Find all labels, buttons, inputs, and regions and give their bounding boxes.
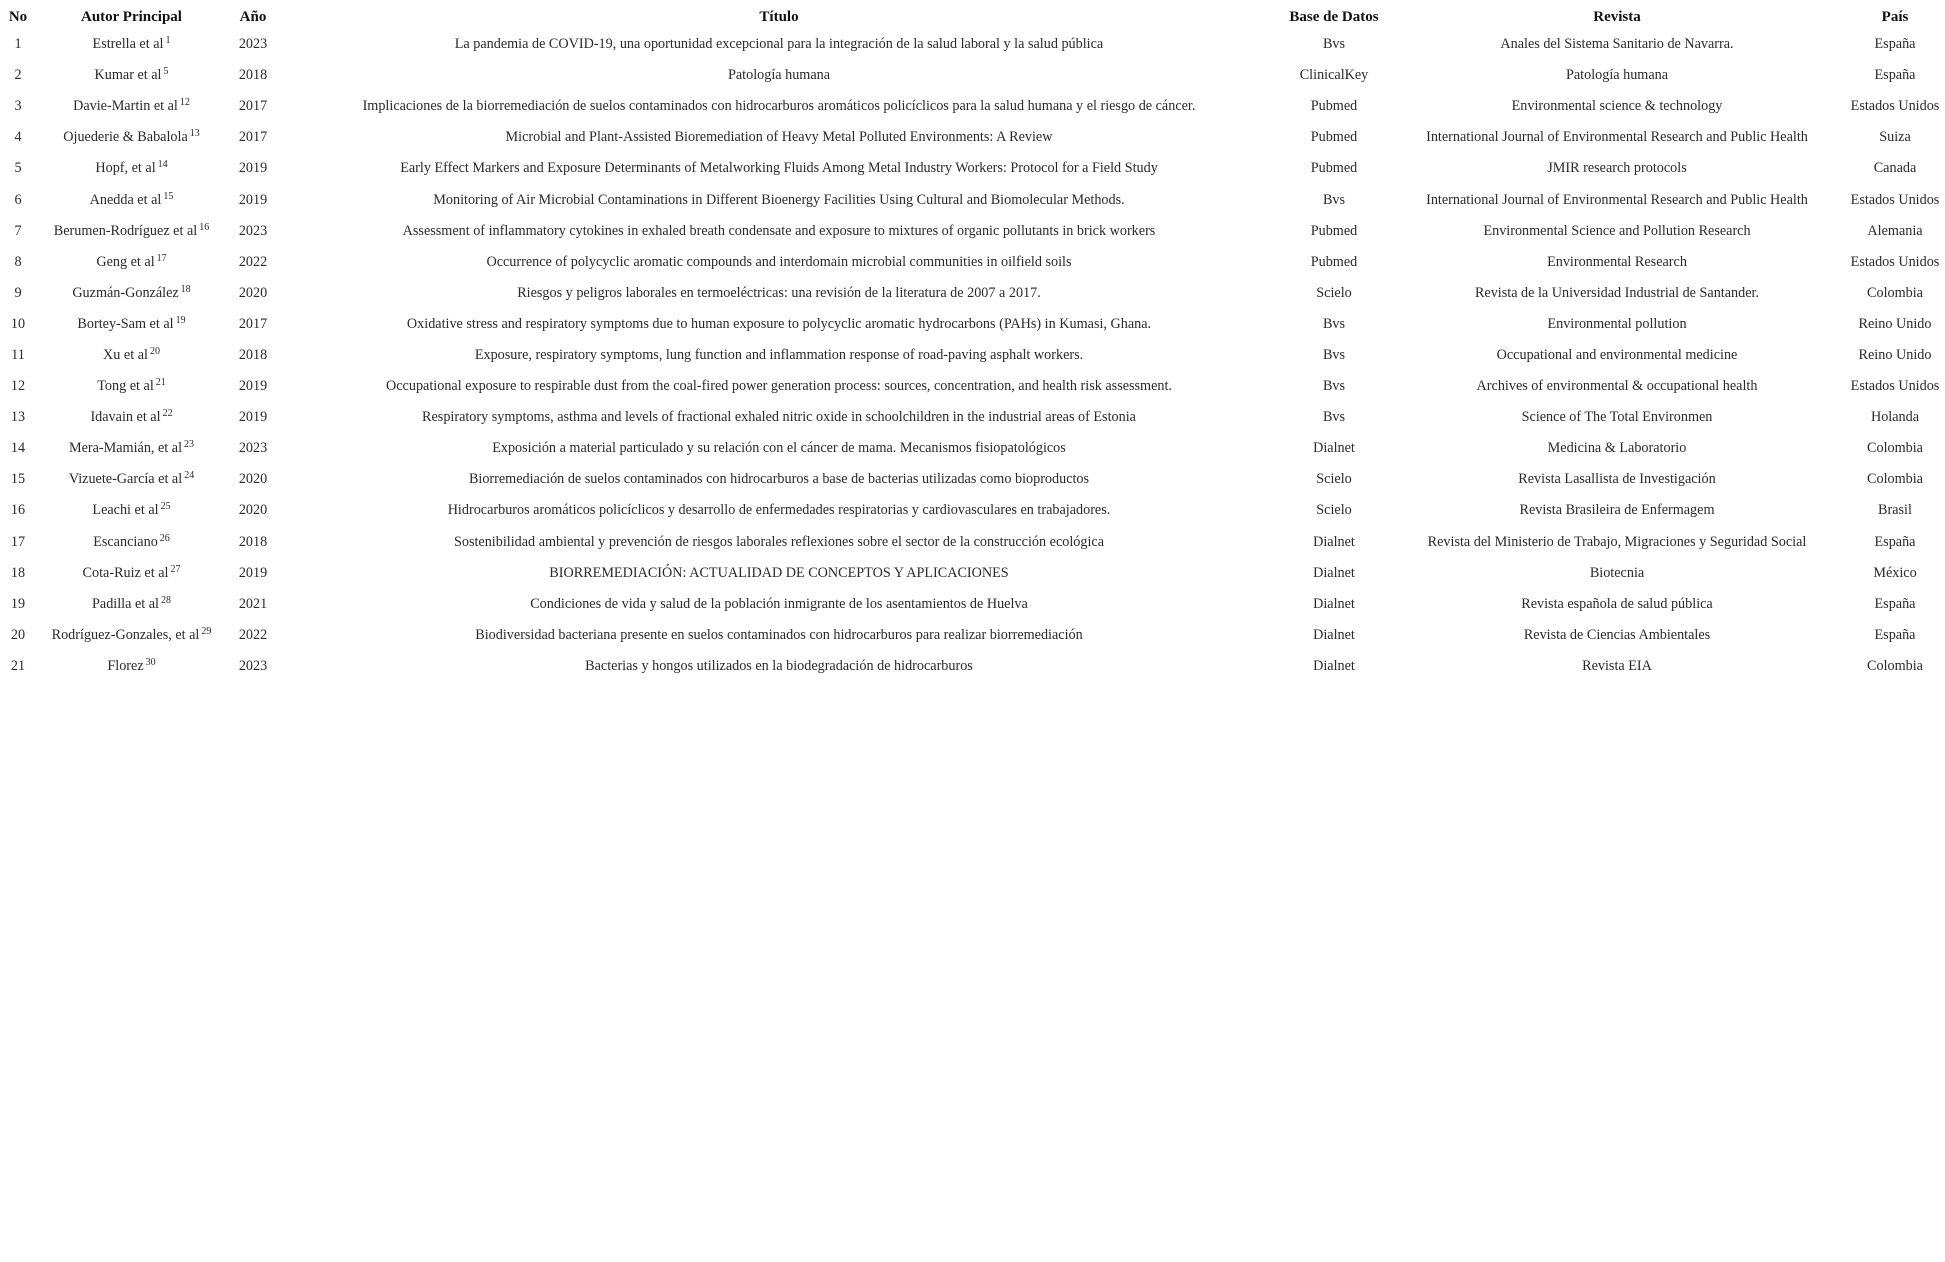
table-row xyxy=(0,558,1945,589)
table-row xyxy=(0,464,1945,495)
header-country: País xyxy=(1881,8,1909,25)
reference-number: 16 xyxy=(199,221,210,233)
table-row xyxy=(0,620,1945,651)
cell-database: Dialnet xyxy=(1313,440,1355,457)
reference-number: 13 xyxy=(189,128,200,140)
header-year: Año xyxy=(239,8,267,25)
reference-number: 21 xyxy=(155,377,166,389)
cell-title: Monitoring of Air Microbial Contaminations in Different Bioenergy Facilities Using Cultural and Biomolecular Methods. xyxy=(433,191,1125,208)
cell-journal: Environmental pollution xyxy=(1547,315,1687,332)
author-name: Kumar et al xyxy=(94,67,162,84)
cell-country: Estados Unidos xyxy=(1850,191,1940,208)
cell-title: Condiciones de vida y salud de la población inmigrante de los asentamientos de Huelva xyxy=(530,595,1028,612)
cell-year: 2022 xyxy=(238,626,268,643)
cell-year: 2019 xyxy=(238,564,268,581)
cell-no: 19 xyxy=(10,595,26,612)
cell-country: Holanda xyxy=(1870,409,1920,426)
cell-author xyxy=(36,620,227,651)
cell-year: 2019 xyxy=(238,378,268,395)
cell-author xyxy=(36,309,227,340)
cell-no: 7 xyxy=(14,222,22,239)
reference-number: 18 xyxy=(180,283,191,295)
cell-journal: Science of The Total Environmen xyxy=(1521,409,1713,426)
table-row xyxy=(0,402,1945,433)
reference-number: 24 xyxy=(184,470,195,482)
table-row xyxy=(0,651,1945,682)
author-name: Geng et al xyxy=(96,253,155,270)
cell-title: Biodiversidad bacteriana presente en suelos contaminados con hidrocarburos para realizar biorremediación xyxy=(475,626,1083,643)
table-row xyxy=(0,184,1945,215)
cell-database: Bvs xyxy=(1322,378,1346,395)
cell-title: Hidrocarburos aromáticos policíclicos y desarrollo de enfermedades respiratorias y cardiovasculares en trabajadores. xyxy=(447,502,1111,519)
cell-title: La pandemia de COVID-19, una oportunidad excepcional para la integración de la salud laboral y la salud pública xyxy=(454,36,1104,53)
cell-journal: Medicina & Laboratorio xyxy=(1547,440,1687,457)
cell-database: ClinicalKey xyxy=(1299,67,1369,84)
cell-country: Reino Unido xyxy=(1858,346,1932,363)
cell-database: Bvs xyxy=(1322,315,1346,332)
author-name: Idavain et al xyxy=(90,409,161,426)
cell-journal: Occupational and environmental medicine xyxy=(1496,346,1738,363)
article-table xyxy=(0,5,1945,682)
author-name: Ojuederie & Babalola xyxy=(63,129,188,146)
cell-no: 14 xyxy=(10,440,26,457)
reference-number: 28 xyxy=(160,594,171,606)
cell-author xyxy=(36,651,227,682)
reference-number: 12 xyxy=(179,97,190,109)
author-name: Florez xyxy=(107,657,144,674)
reference-number: 26 xyxy=(159,532,170,544)
table-row xyxy=(0,29,1945,60)
cell-database: Scielo xyxy=(1316,284,1352,301)
cell-country: España xyxy=(1874,595,1916,612)
cell-no: 15 xyxy=(10,471,26,488)
cell-journal: Environmental science & technology xyxy=(1511,98,1723,115)
cell-year: 2019 xyxy=(238,409,268,426)
header-journal: Revista xyxy=(1593,8,1641,25)
cell-journal: Revista EIA xyxy=(1582,657,1652,674)
cell-title: Occurrence of polycyclic aromatic compounds and interdomain microbial communities in oilfield soils xyxy=(486,253,1072,270)
cell-author xyxy=(36,247,227,278)
table-row xyxy=(0,122,1945,153)
cell-year: 2018 xyxy=(238,533,268,550)
author-name: Padilla et al xyxy=(92,595,159,612)
cell-title: Assessment of inflammatory cytokines in exhaled breath condensate and exposure to mixtures of organic pollutants in brick workers xyxy=(402,222,1156,239)
cell-title: Bacterias y hongos utilizados en la biodegradación de hidrocarburos xyxy=(585,657,973,674)
cell-database: Pubmed xyxy=(1310,129,1358,146)
cell-author xyxy=(36,371,227,402)
cell-journal: Revista Brasileira de Enfermagem xyxy=(1519,502,1715,519)
reference-number: 27 xyxy=(170,563,181,575)
table-row xyxy=(0,278,1945,309)
cell-year: 2018 xyxy=(238,67,268,84)
reference-number: 20 xyxy=(149,345,160,357)
cell-year: 2023 xyxy=(238,440,268,457)
cell-country: Reino Unido xyxy=(1858,315,1932,332)
cell-no: 9 xyxy=(14,284,22,301)
author-name: Cota-Ruiz et al xyxy=(82,564,169,581)
table-row xyxy=(0,153,1945,184)
cell-no: 12 xyxy=(10,378,26,395)
cell-journal: Environmental Science and Pollution Research xyxy=(1483,222,1751,239)
cell-journal: Environmental Research xyxy=(1547,253,1687,270)
reference-number: 14 xyxy=(157,159,168,171)
cell-author xyxy=(36,60,227,91)
cell-year: 2023 xyxy=(238,36,268,53)
table-row xyxy=(0,589,1945,620)
cell-database: Bvs xyxy=(1322,191,1346,208)
cell-database: Pubmed xyxy=(1310,253,1358,270)
author-name: Estrella et al xyxy=(92,36,164,53)
cell-author xyxy=(36,495,227,526)
cell-journal: Archives of environmental & occupational health xyxy=(1476,378,1758,395)
cell-no: 20 xyxy=(10,626,26,643)
author-name: Anedda et al xyxy=(89,191,162,208)
cell-author xyxy=(36,29,227,60)
cell-year: 2020 xyxy=(238,284,268,301)
reference-number: 5 xyxy=(163,66,169,78)
author-name: Guzmán-González xyxy=(72,284,179,301)
cell-database: Bvs xyxy=(1322,409,1346,426)
cell-country: Colombia xyxy=(1867,440,1923,457)
cell-title: Exposure, respiratory symptoms, lung function and inflammation response of road-paving asphalt workers. xyxy=(474,346,1084,363)
cell-year: 2019 xyxy=(238,160,268,177)
cell-no: 17 xyxy=(10,533,26,550)
article-table-container xyxy=(0,5,1945,682)
cell-country: Colombia xyxy=(1867,284,1923,301)
reference-number: 22 xyxy=(162,408,173,420)
cell-no: 2 xyxy=(14,67,22,84)
cell-no: 1 xyxy=(14,36,22,53)
author-name: Bortey-Sam et al xyxy=(77,315,174,332)
cell-database: Pubmed xyxy=(1310,160,1358,177)
table-row xyxy=(0,433,1945,464)
cell-journal: Revista española de salud pública xyxy=(1521,595,1713,612)
reference-number: 1 xyxy=(165,35,171,47)
cell-country: Suiza xyxy=(1879,129,1911,146)
table-row xyxy=(0,216,1945,247)
table-row xyxy=(0,309,1945,340)
cell-no: 13 xyxy=(10,409,26,426)
reference-number: 30 xyxy=(145,656,156,668)
cell-country: Estados Unidos xyxy=(1850,253,1940,270)
cell-title: Riesgos y peligros laborales en termoeléctricas: una revisión de la literatura de 2007 a 2017. xyxy=(517,284,1041,301)
author-name: Mera-Mamián, et al xyxy=(68,440,183,457)
cell-title: Biorremediación de suelos contaminados con hidrocarburos a base de bacterias utilizadas como bioproductos xyxy=(468,471,1090,488)
author-name: Davie-Martin et al xyxy=(73,98,178,115)
cell-journal: International Journal of Environmental Research and Public Health xyxy=(1426,129,1808,146)
cell-title: Microbial and Plant-Assisted Bioremediation of Heavy Metal Polluted Environments: A Review xyxy=(505,129,1053,146)
cell-journal: Biotecnia xyxy=(1589,564,1645,581)
author-name: Leachi et al xyxy=(92,502,159,519)
table-body xyxy=(0,29,1945,682)
cell-year: 2022 xyxy=(238,253,268,270)
cell-country: Estados Unidos xyxy=(1850,98,1940,115)
cell-title: Oxidative stress and respiratory symptoms due to human exposure to polycyclic aromatic hydrocarbons (PAHs) in Kumasi, Ghana. xyxy=(406,315,1152,332)
cell-author xyxy=(36,91,227,122)
table-row xyxy=(0,495,1945,526)
cell-author xyxy=(36,278,227,309)
cell-country: Colombia xyxy=(1867,471,1923,488)
cell-country: Brasil xyxy=(1878,502,1912,519)
reference-number: 15 xyxy=(163,190,174,202)
cell-database: Pubmed xyxy=(1310,98,1358,115)
cell-author xyxy=(36,153,227,184)
cell-country: Colombia xyxy=(1867,657,1923,674)
cell-year: 2023 xyxy=(238,222,268,239)
cell-author xyxy=(36,558,227,589)
cell-country: Canada xyxy=(1873,160,1917,177)
author-name: Rodríguez-Gonzales, et al xyxy=(51,626,200,643)
cell-year: 2019 xyxy=(238,191,268,208)
cell-year: 2017 xyxy=(238,98,268,115)
table-row xyxy=(0,340,1945,371)
cell-no: 16 xyxy=(10,502,26,519)
cell-year: 2023 xyxy=(238,657,268,674)
cell-country: Estados Unidos xyxy=(1850,378,1940,395)
cell-author xyxy=(36,184,227,215)
cell-author xyxy=(36,402,227,433)
cell-year: 2017 xyxy=(238,129,268,146)
cell-database: Dialnet xyxy=(1313,657,1355,674)
cell-no: 18 xyxy=(10,564,26,581)
cell-journal: Revista de la Universidad Industrial de Santander. xyxy=(1474,284,1760,301)
header-title: Título xyxy=(759,8,799,25)
cell-journal: Anales del Sistema Sanitario de Navarra. xyxy=(1500,36,1734,53)
cell-year: 2018 xyxy=(238,346,268,363)
author-name: Tong et al xyxy=(97,378,154,395)
cell-author xyxy=(36,122,227,153)
cell-no: 21 xyxy=(10,657,26,674)
cell-author xyxy=(36,527,227,558)
cell-country: España xyxy=(1874,67,1916,84)
cell-no: 11 xyxy=(11,346,25,363)
table-row xyxy=(0,91,1945,122)
cell-country: Alemania xyxy=(1867,222,1923,239)
cell-no: 6 xyxy=(14,191,22,208)
cell-database: Dialnet xyxy=(1313,626,1355,643)
cell-database: Pubmed xyxy=(1310,222,1358,239)
cell-journal: Revista del Ministerio de Trabajo, Migraciones y Seguridad Social xyxy=(1427,533,1807,550)
table-row xyxy=(0,60,1945,91)
header-author: Autor Principal xyxy=(81,8,182,25)
cell-database: Dialnet xyxy=(1313,564,1355,581)
cell-author xyxy=(36,433,227,464)
author-name: Berumen-Rodríguez et al xyxy=(53,222,198,239)
cell-title: Sostenibilidad ambiental y prevención de riesgos laborales reflexiones sobre el sector de la construcción ecológica xyxy=(453,533,1105,550)
cell-no: 10 xyxy=(10,315,26,332)
cell-database: Bvs xyxy=(1322,36,1346,53)
cell-database: Scielo xyxy=(1316,471,1352,488)
author-name: Hopf, et al xyxy=(95,160,156,177)
cell-country: España xyxy=(1874,36,1916,53)
reference-number: 23 xyxy=(184,439,195,451)
author-name: Vizuete-García et al xyxy=(68,471,183,488)
header-no: No xyxy=(8,8,28,25)
cell-country: México xyxy=(1873,564,1917,581)
header-database: Base de Datos xyxy=(1289,8,1379,25)
cell-journal: Revista de Ciencias Ambientales xyxy=(1523,626,1711,643)
cell-journal: Patología humana xyxy=(1565,67,1669,84)
table-header-row xyxy=(0,5,1945,29)
cell-author xyxy=(36,216,227,247)
table-row xyxy=(0,371,1945,402)
reference-number: 25 xyxy=(160,501,171,513)
cell-no: 3 xyxy=(14,98,22,115)
table-row xyxy=(0,527,1945,558)
cell-year: 2020 xyxy=(238,502,268,519)
author-name: Xu et al xyxy=(103,346,148,363)
table-row xyxy=(0,247,1945,278)
cell-author xyxy=(36,589,227,620)
cell-database: Scielo xyxy=(1316,502,1352,519)
cell-author xyxy=(36,340,227,371)
cell-database: Dialnet xyxy=(1313,533,1355,550)
cell-country: España xyxy=(1874,533,1916,550)
cell-title: Patología humana xyxy=(727,67,831,84)
cell-year: 2021 xyxy=(238,595,268,612)
reference-number: 17 xyxy=(156,252,167,264)
cell-title: Exposición a material particulado y su relación con el cáncer de mama. Mecanismos fisiopatológicos xyxy=(492,440,1066,457)
cell-year: 2017 xyxy=(238,315,268,332)
cell-no: 4 xyxy=(14,129,22,146)
cell-title: BIORREMEDIACIÓN: ACTUALIDAD DE CONCEPTOS Y APLICACIONES xyxy=(549,564,1009,581)
reference-number: 19 xyxy=(175,314,186,326)
reference-number: 29 xyxy=(201,625,212,637)
author-name: Escanciano xyxy=(93,533,158,550)
cell-author xyxy=(36,464,227,495)
cell-journal: International Journal of Environmental Research and Public Health xyxy=(1426,191,1808,208)
cell-database: Dialnet xyxy=(1313,595,1355,612)
cell-no: 5 xyxy=(14,160,22,177)
cell-journal: JMIR research protocols xyxy=(1547,160,1687,177)
cell-title: Implicaciones de la biorremediación de suelos contaminados con hidrocarburos aromáticos policíclicos para la salud humana y el riesgo de cáncer. xyxy=(362,98,1196,115)
cell-title: Early Effect Markers and Exposure Determinants of Metalworking Fluids Among Metal Industry Workers: Protocol for a Field Study xyxy=(400,160,1158,177)
cell-country: España xyxy=(1874,626,1916,643)
cell-journal: Revista Lasallista de Investigación xyxy=(1518,471,1716,488)
cell-title: Respiratory symptoms, asthma and levels of fractional exhaled nitric oxide in schoolchildren in the industrial areas of Estonia xyxy=(422,409,1136,426)
cell-database: Bvs xyxy=(1322,346,1346,363)
cell-title: Occupational exposure to respirable dust from the coal-fired power generation process: sources, concentration, and health risk assessment. xyxy=(386,378,1172,395)
cell-year: 2020 xyxy=(238,471,268,488)
cell-no: 8 xyxy=(14,253,22,270)
